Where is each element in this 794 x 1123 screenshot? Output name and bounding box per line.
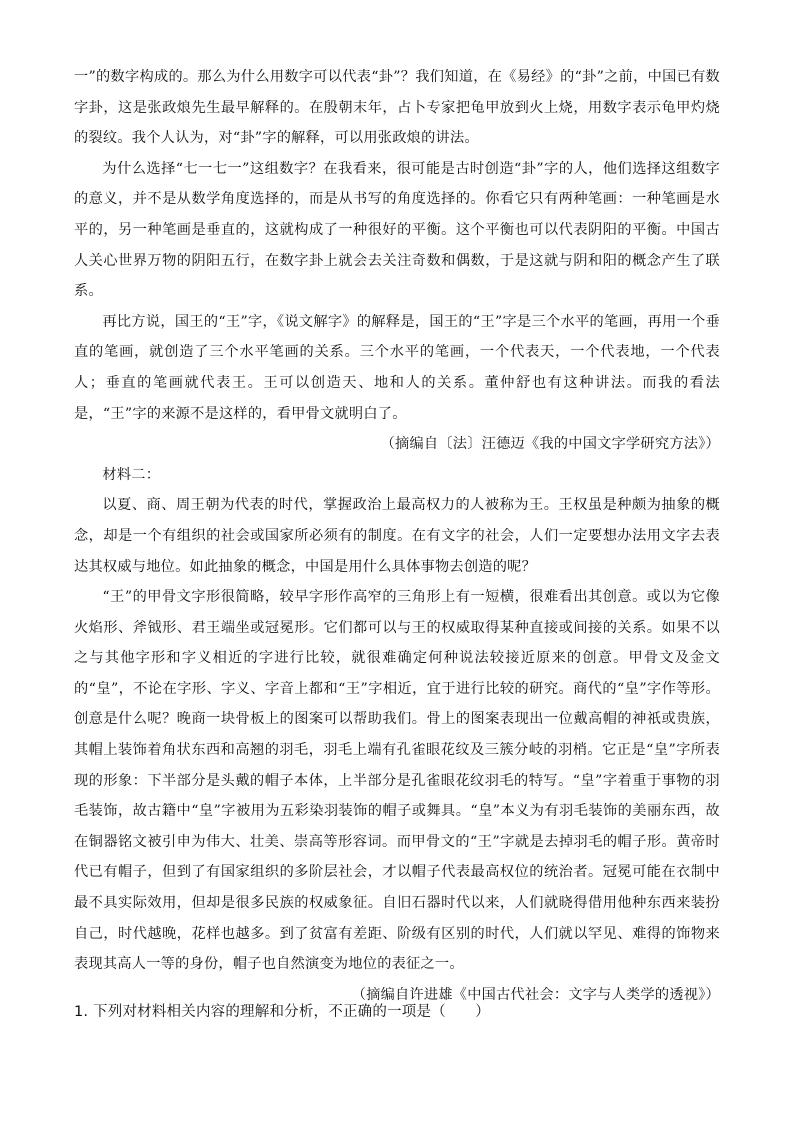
- material1-paragraph-2: 为什么选择“七一七一”这组数字？在我看来，很可能是古时创造“卦”字的人，他们选择这组数字的意义，并不是从数学角度选择的，而是从书写的角度选择的。你看它只有两种笔画：一种笔画是水平的，另一种笔画是垂直的，这就构成了一种很好的平衡。这个平衡也可以代表阴阳的平衡。中国古人关心世界万物的阴阳五行，在数字卦上就会去关注奇数和偶数，于是这就与阴和阳的概念产生了联系。: [74, 160, 720, 300]
- material1-source: （摘编自〔法〕汪德迈《我的中国文字学研究方法》）: [380, 436, 720, 453]
- material2-paragraph-2: “王”的甲骨文字形很简略，较早字形作高窄的三角形上有一短横，很难看出其创意。或以为它像火焰形、斧钺形、君王端坐或冠冕形。它们都可以与王的权威取得某种直接或间接的关系。如果不以之与其他字形和字义相近的字进行比较，就很难确定何种说法较接近原来的创意。甲骨文及金文的“皇”，不论在字形、字义、字音上都和“王”字相近，宜于进行比较的研究。商代的“皇”字作等形。创意是什么呢？晚商一块骨板上的图案可以帮助我们。骨上的图案表现出一位戴高帽的神祇或贵族，其帽上装饰着角状东西和高翘的羽毛，羽毛上端有孔雀眼花纹及三簇分岐的羽梢。它正是“皇”字所表现的形象：下半部分是头戴的帽子本体，上半部分是孔雀眼花纹羽毛的特写。“皇”字着重于事物的羽毛装饰，故古籍中“皇”字被用为五彩染羽装饰的帽子或舞具。“皇”本义为有羽毛装饰的美丽东西，故在铜器铭文被引申为伟大、壮美、崇高等形容词。而甲骨文的“王”字就是去掉羽毛的帽子形。黄帝时代已有帽子，但到了有国家组织的多阶层社会，才以帽子代表最高权位的统治者。冠冕可能在衣制中最不具实际效用，但却是很多民族的权威象征。自旧石器时代以来，人们就晓得借用他种东西来装扮自己，时代越晚，花样也越多。到了贫富有差距、阶级有区别的时代，人们就以罕见、难得的饰物来表现其高人一等的身份，帽子也自然演变为地位的表征之一。: [74, 589, 720, 973]
- material1-paragraph-3: 再比方说，国王的“王”字，《说文解字》的解释是，国王的“王”字是三个水平的笔画，再用一个垂直的笔画，就创造了三个水平笔画的关系。三个水平的笔画，一个代表天，一个代表地，一个代表人；垂直的笔画就代表王。王可以创造天、地和人的关系。董仲舒也有这种讲法。而我的看法是，“王”字的来源不是这样的，看甲骨文就明白了。: [74, 313, 720, 422]
- material2-paragraph-1: 以夏、商、周王朝为代表的时代，掌握政治上最高权力的人被称为王。王权虽是种颇为抽象的概念，却是一个有组织的社会或国家所必须有的制度。在有文字的社会，人们一定要想办法用文字去表达其权威与地位。如此抽象的概念，中国是用什么具体事物去创造的呢？: [74, 497, 720, 575]
- material1-paragraph-1: 一”的数字构成的。那么为什么用数字可以代表“卦”？我们知道，在《易经》的“卦”之前，中国已有数字卦，这是张政烺先生最早解释的。在殷朝末年，占卜专家把龟甲放到火上烧，用数字表示龟甲灼烧的裂纹。我个人认为，对“卦”字的解释，可以用张政烺的讲法。: [74, 69, 720, 147]
- material2-source: （摘编自许进雄《中国古代社会：文字与人类学的透视》）: [351, 986, 720, 1003]
- question-1: 1. 下列对材料相关内容的理解和分析，不正确的一项是（ ）: [74, 1004, 490, 1020]
- reading-passage: [74, 62, 720, 1010]
- material2-heading: 材料二：: [102, 466, 161, 483]
